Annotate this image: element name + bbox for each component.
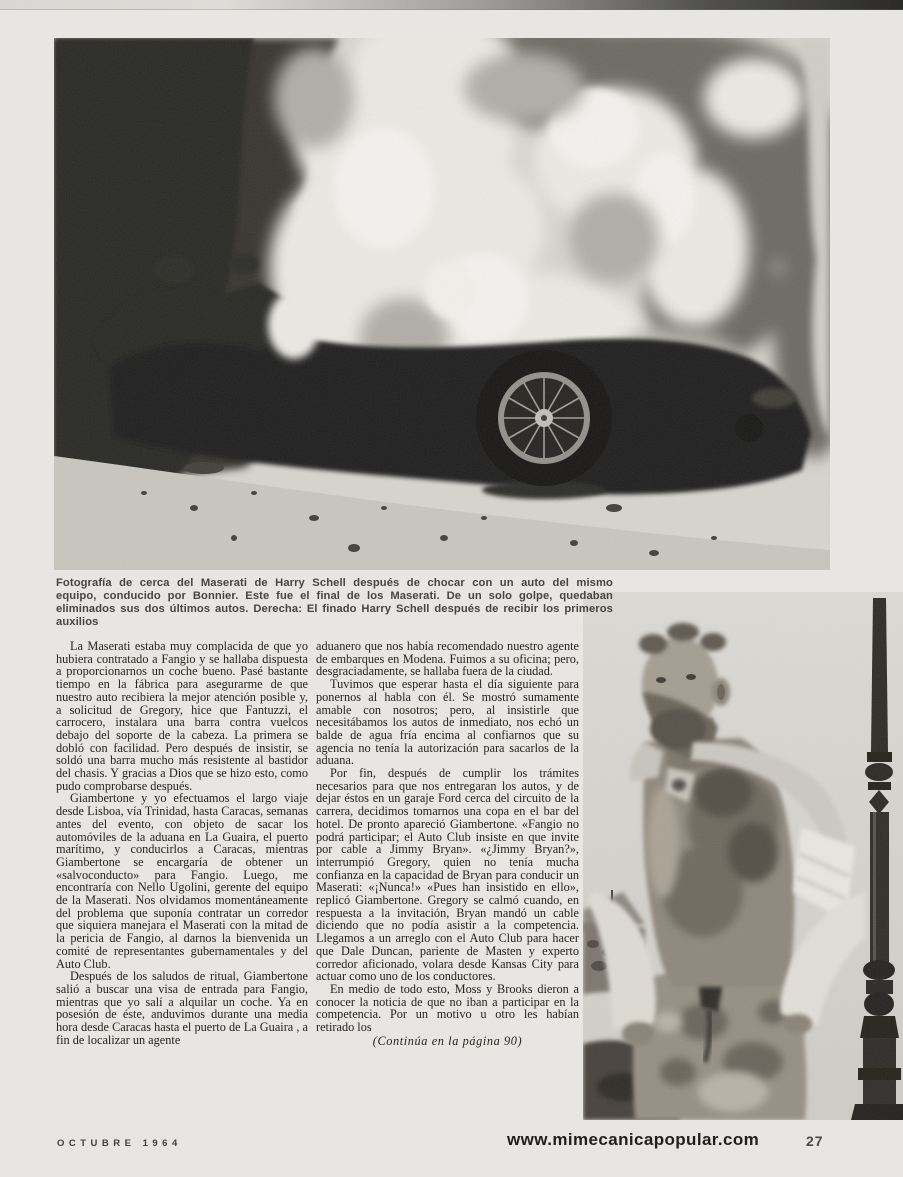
schell-photo-illustration [583, 592, 903, 1120]
article-paragraph: Después de los saludos de ritual, Giambertone salió a buscar una visa de entrada para Fangio, mientras que yo salí a alquilar un coche. Ya en posesión de éste, anduvimos durante una media hora desde Caracas hasta el puerto de La Guaira , a fin de localizar un agente [56, 969, 308, 1047]
article-paragraph: La Maserati estaba muy complacida de que yo hubiera contratado a Fangio y se hallaba dispuesta a proporcionarnos un coche bueno. Pasé bastante tiempo en la fábrica para asegurarme de que nuestro auto recibiera la mejor atención posible y, a solicitud de Gregory, hice que Fantuzzi, el carrocero, instalara una barra contra vuelcos debajo del soporte de la cabeza. La primera se dobló con facilidad. Pero después de insistir, se soldó una barra mucho más resistente al bastidor del chasis. Y gracias a Dios que se hizo esto, como pudo comprobarse después. [56, 639, 308, 793]
article-paragraph: En medio de todo esto, Moss y Brooks dieron a conocer la noticia de que no iban a participar en la competencia. Por un motivo u otro les habían retirado los [316, 981, 579, 1035]
article-paragraph: Tuvimos que esperar hasta el día siguiente para ponernos al habla con él. Se mostró sumamente amable con nosotros; pero, al insistirle que necesitábamos los autos de inmediato, nos echó un balde de agua fría encima al confiarnos que su agencia no tenía la autorización para sacarlos de la aduana. [316, 677, 579, 768]
crash-photo-illustration [54, 38, 830, 570]
crash-photo [54, 38, 830, 570]
article-paragraph: aduanero que nos había recomendado nuestro agente de embarques en Modena. Fuimos a su oficina; pero, desgraciadamente, se hallaba fuera de la ciudad. [316, 639, 579, 679]
article-paragraph: Giambertone y yo efectuamos el largo viaje desde Lisboa, vía Trinidad, hasta Caracas, semanas antes del evento, con objeto de sacar los automóviles de la aduana en La Guaira, el puerto marítimo, y conducirlos a Caracas, mientras Giambertone se encargaría de obtener un «salvoconducto» para Fangio. Luego, me encontraría con Nello Ugolini, gerente del equipo de la Maserati. Nos olvidamos momentáneamente del problema que suponía contratar un corredor que siquiera manejara el Maserati con la mitad de la pericia de Fangio, al darnos la bienvenida un comité de representantes gubernamentales y del Auto Club. [56, 791, 308, 971]
scan-top-edge [0, 0, 903, 10]
article-paragraph: Por fin, después de cumplir los trámites necesarios para que nos entregaran los autos, y de dejar éstos en un garaje Ford cerca del circuito de la carrera, decidimos tomarnos una copa en el bar del hotel. De pronto apareció Giambertone. «Fangio no podrá participar; el Auto Club insiste en que invite por cable a Jimmy Bryan». «¿Jimmy Bryan?», interrumpió Gregory, quien no tenía mucha confianza en la capacidad de Bryan para conducir un Maserati: «¡Nunca!» «Pues han insistido en ello», replicó Giambertone. Gregory se calmó cuando, en respuesta a la invitación, Bryan mandó un cable diciendo que no podía asistir a la competencia. Llegamos a un arreglo con el Auto Club para hacer que Dale Duncan, pariente de Masten y experto corredor aficionado, volara desde Kansas City para actuar como uno de los conductores. [316, 766, 579, 984]
page-number: 27 [806, 1133, 824, 1149]
schell-photo [583, 592, 903, 1120]
continuation-note: (Continúa en la página 90) [372, 1033, 523, 1048]
article-column-middle [316, 640, 579, 1048]
article-column-left [56, 640, 308, 1047]
website-url: www.mimecanicapopular.com [507, 1130, 760, 1149]
photo-caption: Fotografía de cerca del Maserati de Harry Schell después de chocar con un auto del mismo equipo, conducido por Bonnier. Este fue el final de los Maserati. De un solo golpe, quedaban eliminados sus dos últimos autos. Derecha: El finado Harry Schell después de recibir los primeros auxilios [56, 577, 613, 628]
issue-date: OCTUBRE 1964 [57, 1138, 182, 1149]
